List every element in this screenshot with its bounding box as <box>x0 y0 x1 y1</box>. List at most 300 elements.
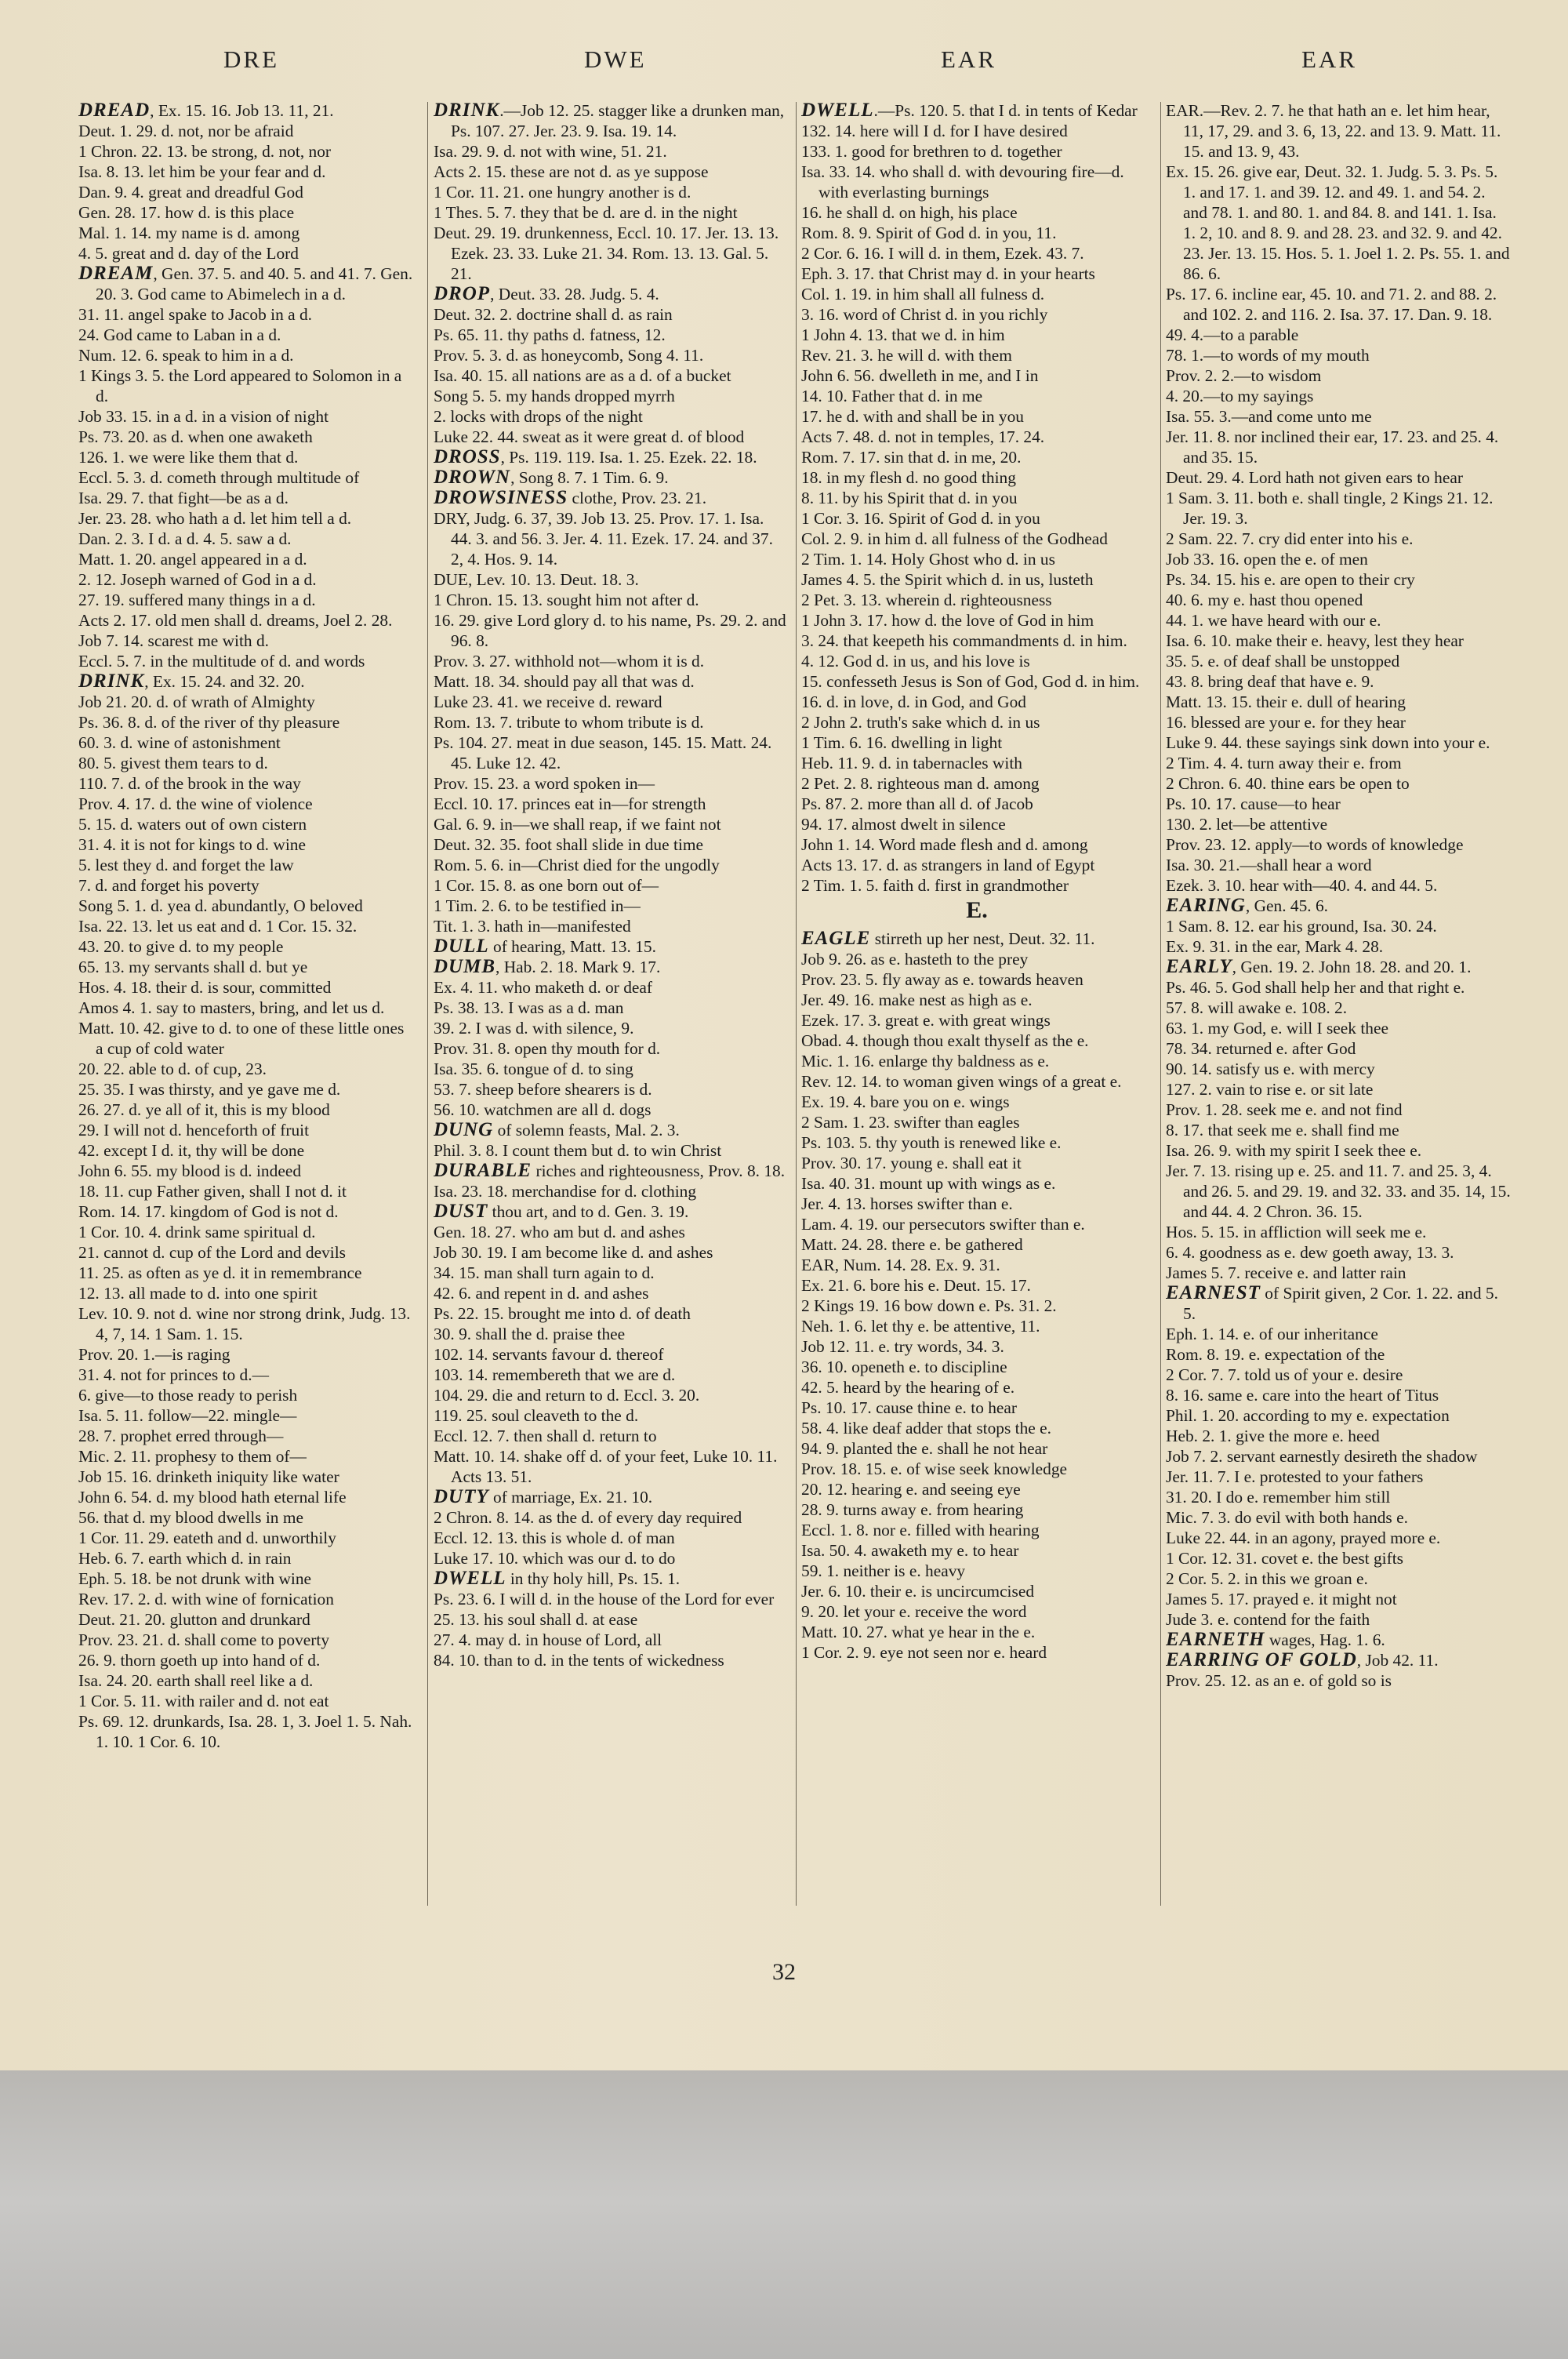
concordance-entry: John 6. 55. my blood is d. indeed <box>78 1161 302 1180</box>
concordance-entry: Ex. 9. 31. in the ear, Mark 4. 28. <box>1166 937 1384 956</box>
concordance-entry: EARNEST of Spirit given, 2 Cor. 1. 22. and 5. 5. <box>1166 1282 1498 1323</box>
concordance-entry: 29. I will not d. henceforth of fruit <box>78 1121 310 1140</box>
concordance-entry: 1 Sam. 3. 11. both e. shall tingle, 2 Kings 21. 12. Jer. 19. 3. <box>1166 489 1494 528</box>
concordance-entry: Rom. 5. 6. in—Christ died for the ungodly <box>434 856 720 874</box>
concordance-entry: 2 Cor. 5. 2. in this we groan e. <box>1166 1569 1368 1588</box>
concordance-entry: Lev. 10. 9. not d. wine nor strong drink, Judg. 13. 4, 7, 14. 1 Sam. 1. 15. <box>78 1304 411 1343</box>
concordance-entry: 21. cannot d. cup of the Lord and devils <box>78 1243 346 1262</box>
concordance-entry: Luke 23. 41. we receive d. reward <box>434 692 662 711</box>
concordance-entry: Rev. 21. 3. he will d. with them <box>801 346 1012 365</box>
concordance-entry: 2 Cor. 6. 16. I will d. in them, Ezek. 43. 7. <box>801 244 1084 263</box>
concordance-entry: 1 Chron. 15. 13. sought him not after d. <box>434 591 699 609</box>
concordance-entry: Mic. 1. 16. enlarge thy baldness as e. <box>801 1052 1050 1070</box>
concordance-entry: Heb. 2. 1. give the more e. heed <box>1166 1427 1380 1445</box>
concordance-entry: Ps. 22. 15. brought me into d. of death <box>434 1304 691 1323</box>
column-divider <box>796 102 797 1906</box>
concordance-entry: 42. 5. heard by the hearing of e. <box>801 1378 1015 1397</box>
concordance-entry: 28. 9. turns away e. from hearing <box>801 1500 1024 1519</box>
concordance-entry: 15. confesseth Jesus is Son of God, God d. in him. <box>801 672 1140 691</box>
headword: DREAD <box>78 100 151 121</box>
concordance-entry: Num. 12. 6. speak to him in a d. <box>78 346 294 365</box>
concordance-entry: Luke 9. 44. these sayings sink down into your e. <box>1166 733 1490 752</box>
concordance-entry: 8. 16. same e. care into the heart of Titus <box>1166 1386 1439 1405</box>
headword: EARLY <box>1166 956 1232 977</box>
concordance-entry: Deut. 29. 19. drunkenness, Eccl. 10. 17. Jer. 13. 13. Ezek. 23. 33. Luke 21. 34. Rom. 13. 13. Gal. 5. 21. <box>434 224 779 283</box>
concordance-entry: 2 Cor. 7. 7. told us of your e. desire <box>1166 1365 1403 1384</box>
headword: DRINK <box>434 100 500 121</box>
concordance-entry: Ezek. 3. 10. hear with—40. 4. and 44. 5. <box>1166 876 1438 895</box>
concordance-entry: James 5. 17. prayed e. it might not <box>1166 1590 1397 1608</box>
concordance-entry: 26. 9. thorn goeth up into hand of d. <box>78 1651 321 1670</box>
concordance-entry: 1 Cor. 11. 21. one hungry another is d. <box>434 183 691 202</box>
concordance-entry: Matt. 10. 14. shake off d. of your feet, Luke 10. 11. Acts 13. 51. <box>434 1447 778 1486</box>
concordance-entry: 119. 25. soul cleaveth to the d. <box>434 1406 639 1425</box>
concordance-entry: 31. 4. not for princes to d.— <box>78 1365 269 1384</box>
concordance-entry: 60. 3. d. wine of astonishment <box>78 733 281 752</box>
concordance-entry: Isa. 33. 14. who shall d. with devouring fire—d. with everlasting burnings <box>801 162 1124 202</box>
concordance-entry: DROWN, Song 8. 7. 1 Tim. 6. 9. <box>434 467 669 488</box>
concordance-entry: Ex. 21. 6. bore his e. Deut. 15. 17. <box>801 1276 1031 1295</box>
concordance-entry: 1 Chron. 22. 13. be strong, d. not, nor <box>78 142 332 161</box>
concordance-entry: Ps. 34. 15. his e. are open to their cry <box>1166 570 1415 589</box>
concordance-entry: Jer. 11. 7. I e. protested to your fathers <box>1166 1467 1424 1486</box>
concordance-entry: Isa. 40. 15. all nations are as a d. of a bucket <box>434 366 731 385</box>
concordance-entry: DWELL.—Ps. 120. 5. that I d. in tents of Kedar <box>801 100 1138 121</box>
concordance-entry: 35. 5. e. of deaf shall be unstopped <box>1166 652 1400 671</box>
concordance-entry: Gen. 18. 27. who am but d. and ashes <box>434 1223 685 1241</box>
concordance-entry: Prov. 23. 12. apply—to words of knowledge <box>1166 835 1464 854</box>
concordance-entry: Prov. 18. 15. e. of wise seek knowledge <box>801 1459 1068 1478</box>
concordance-entry: DRINK.—Job 12. 25. stagger like a drunken man, Ps. 107. 27. Jer. 23. 9. Isa. 19. 14. <box>434 100 785 140</box>
headword: EARNEST <box>1166 1282 1261 1303</box>
concordance-entry: Isa. 55. 3.—and come unto me <box>1166 407 1372 426</box>
concordance-entry: 102. 14. servants favour d. thereof <box>434 1345 664 1364</box>
concordance-entry: 27. 4. may d. in house of Lord, all <box>434 1630 662 1649</box>
concordance-entry: Isa. 6. 10. make their e. heavy, lest they hear <box>1166 631 1464 650</box>
concordance-entry: Rom. 8. 9. Spirit of God d. in you, 11. <box>801 224 1057 242</box>
concordance-entry: Isa. 40. 31. mount up with wings as e. <box>801 1174 1056 1193</box>
headword: DWELL <box>434 1568 506 1589</box>
concordance-entry: Jer. 23. 28. who hath a d. let him tell a d. <box>78 509 352 528</box>
concordance-entry: DRY, Judg. 6. 37, 39. Job 13. 25. Prov. 17. 1. Isa. 44. 3. and 56. 3. Jer. 4. 11. Ezek. 17. 24. and 37. 2, 4. Hos. 9. 14. <box>434 509 773 569</box>
concordance-entry: Ex. 4. 11. who maketh d. or deaf <box>434 978 652 997</box>
concordance-entry: 8. 11. by his Spirit that d. in you <box>801 489 1018 507</box>
concordance-entry: Ezek. 17. 3. great e. with great wings <box>801 1011 1051 1030</box>
concordance-entry: 8. 17. that seek me e. shall find me <box>1166 1121 1399 1140</box>
concordance-entry: Job 9. 26. as e. hasteth to the prey <box>801 950 1029 969</box>
concordance-entry: Job 7. 2. servant earnestly desireth the shadow <box>1166 1447 1478 1466</box>
concordance-entry: Prov. 20. 1.—is raging <box>78 1345 230 1364</box>
concordance-entry: DUMB, Hab. 2. 18. Mark 9. 17. <box>434 956 661 977</box>
concordance-entry: 5. lest they d. and forget the law <box>78 856 294 874</box>
concordance-entry: Jer. 11. 8. nor inclined their ear, 17. 23. and 25. 4. and 35. 15. <box>1166 427 1499 467</box>
concordance-entry: Eccl. 10. 17. princes eat in—for strength <box>434 794 706 813</box>
concordance-entry: Deut. 21. 20. glutton and drunkard <box>78 1610 310 1629</box>
concordance-entry: 133. 1. good for brethren to d. together <box>801 142 1062 161</box>
concordance-entry: Matt. 1. 20. angel appeared in a d. <box>78 550 307 569</box>
concordance-entry: 3. 16. word of Christ d. in you richly <box>801 305 1048 324</box>
column-1 <box>78 100 414 1928</box>
concordance-entry: 3. 24. that keepeth his commandments d. in him. <box>801 631 1127 650</box>
concordance-entry: Ps. 65. 11. thy paths d. fatness, 12. <box>434 325 666 344</box>
concordance-entry: Prov. 5. 3. d. as honeycomb, Song 4. 11. <box>434 346 704 365</box>
concordance-entry: Isa. 8. 13. let him be your fear and d. <box>78 162 326 181</box>
concordance-entry: John 6. 56. dwelleth in me, and I in <box>801 366 1039 385</box>
concordance-entry: Dan. 2. 3. I d. a d. 4. 5. saw a d. <box>78 529 292 548</box>
concordance-entry: Song 5. 1. d. yea d. abundantly, O beloved <box>78 896 363 915</box>
headword: DWELL <box>801 100 874 121</box>
concordance-entry: Job 12. 11. e. try words, 34. 3. <box>801 1337 1004 1356</box>
concordance-entry: Prov. 23. 5. fly away as e. towards heaven <box>801 970 1083 989</box>
concordance-entry: Rom. 7. 17. sin that d. in me, 20. <box>801 448 1022 467</box>
concordance-entry: DROP, Deut. 33. 28. Judg. 5. 4. <box>434 283 659 304</box>
concordance-entry: Prov. 3. 27. withhold not—whom it is d. <box>434 652 705 671</box>
headword: DROSS <box>434 446 501 467</box>
concordance-entry: Prov. 30. 17. young e. shall eat it <box>801 1154 1022 1172</box>
concordance-entry: Ex. 15. 26. give ear, Deut. 32. 1. Judg. 5. 3. Ps. 5. 1. and 17. 1. and 39. 12. and 49. 1. and 54. 2. and 78. 1. and 80. 1. and 84. 8. and 141. 1. Isa. 1. 2, 10. and 8. 9. and 28. 23. and 32. 9. and 42. 23. Jer. 13. 15. Hos. 5. 1. Joel 1. 2. Ps. 55. 1. and 86. 6. <box>1166 162 1510 283</box>
concordance-entry: Ps. 87. 2. more than all d. of Jacob <box>801 794 1033 813</box>
concordance-entry: 18. 11. cup Father given, shall I not d. it <box>78 1182 347 1201</box>
concordance-entry: Col. 2. 9. in him d. all fulness of the Godhead <box>801 529 1108 548</box>
concordance-entry: 17. he d. with and shall be in you <box>801 407 1024 426</box>
concordance-entry: Acts 2. 17. old men shall d. dreams, Joel 2. 28. <box>78 611 393 630</box>
column-4 <box>1166 100 1511 1928</box>
concordance-entry: Rom. 8. 19. e. expectation of the <box>1166 1345 1385 1364</box>
concordance-entry: Eccl. 12. 13. this is whole d. of man <box>434 1528 675 1547</box>
concordance-entry: 1 Cor. 2. 9. eye not seen nor e. heard <box>801 1643 1047 1662</box>
concordance-entry: 20. 12. hearing e. and seeing eye <box>801 1480 1021 1499</box>
concordance-entry: 2 Sam. 1. 23. swifter than eagles <box>801 1113 1020 1132</box>
concordance-entry: 28. 7. prophet erred through— <box>78 1427 284 1445</box>
concordance-entry: Phil. 1. 20. according to my e. expectation <box>1166 1406 1450 1425</box>
concordance-entry: Amos 4. 1. say to masters, bring, and let us d. <box>78 998 385 1017</box>
concordance-entry: 25. 35. I was thirsty, and ye gave me d. <box>78 1080 341 1099</box>
concordance-entry: 4. 5. great and d. day of the Lord <box>78 244 299 263</box>
concordance-entry: 2 Tim. 1. 5. faith d. first in grandmother <box>801 876 1069 895</box>
concordance-entry: Heb. 11. 9. d. in tabernacles with <box>801 754 1022 772</box>
concordance-entry: DROSS, Ps. 119. 119. Isa. 1. 25. Ezek. 22. 18. <box>434 446 757 467</box>
concordance-entry: John 1. 14. Word made flesh and d. among <box>801 835 1088 854</box>
concordance-entry: DUTY of marriage, Ex. 21. 10. <box>434 1486 653 1507</box>
concordance-entry: EARING, Gen. 45. 6. <box>1166 895 1329 916</box>
concordance-entry: Lam. 4. 19. our persecutors swifter than e. <box>801 1215 1085 1234</box>
concordance-entry: Jer. 49. 16. make nest as high as e. <box>801 990 1033 1009</box>
concordance-entry: 127. 2. vain to rise e. or sit late <box>1166 1080 1374 1099</box>
concordance-entry: Prov. 1. 28. seek me e. and not find <box>1166 1100 1403 1119</box>
concordance-entry: EARLY, Gen. 19. 2. John 18. 28. and 20. 1. <box>1166 956 1472 977</box>
concordance-entry: 1 Cor. 5. 11. with railer and d. not eat <box>78 1692 329 1710</box>
concordance-entry: Job 15. 16. drinketh iniquity like water <box>78 1467 339 1486</box>
concordance-entry: Luke 22. 44. in an agony, prayed more e. <box>1166 1528 1441 1547</box>
concordance-entry: Isa. 26. 9. with my spirit I seek thee e. <box>1166 1141 1422 1160</box>
concordance-entry: 42. 6. and repent in d. and ashes <box>434 1284 649 1303</box>
concordance-entry: 103. 14. remembereth that we are d. <box>434 1365 676 1384</box>
concordance-entry: 1 Kings 3. 5. the Lord appeared to Solomon in a d. <box>78 366 402 405</box>
concordance-entry: Ex. 19. 4. bare you on e. wings <box>801 1092 1010 1111</box>
concordance-entry: Gen. 28. 17. how d. is this place <box>78 203 295 222</box>
concordance-entry: 16. 29. give Lord glory d. to his name, Ps. 29. 2. and 96. 8. <box>434 611 786 650</box>
concordance-entry: Matt. 18. 34. should pay all that was d. <box>434 672 695 691</box>
concordance-entry: 132. 14. here will I d. for I have desired <box>801 122 1068 140</box>
concordance-entry: 20. 22. able to d. of cup, 23. <box>78 1060 267 1078</box>
concordance-entry: 49. 4.—to a parable <box>1166 325 1299 344</box>
section-letter: E. <box>966 897 988 923</box>
concordance-entry: Tit. 1. 3. hath in—manifested <box>434 917 631 936</box>
concordance-entry: 1 John 4. 13. that we d. in him <box>801 325 1005 344</box>
concordance-entry: Ps. 104. 27. meat in due season, 145. 15. Matt. 24. 45. Luke 12. 42. <box>434 733 772 772</box>
concordance-entry: Mic. 7. 3. do evil with both hands e. <box>1166 1508 1408 1527</box>
concordance-entry: Ps. 10. 17. cause thine e. to hear <box>801 1398 1018 1417</box>
concordance-entry: Ps. 10. 17. cause—to hear <box>1166 794 1341 813</box>
concordance-entry: Isa. 24. 20. earth shall reel like a d. <box>78 1671 314 1690</box>
concordance-entry: 4. 20.—to my sayings <box>1166 387 1314 405</box>
concordance-entry: Col. 1. 19. in him shall all fulness d. <box>801 285 1045 304</box>
concordance-entry: Heb. 6. 7. earth which d. in rain <box>78 1549 292 1568</box>
concordance-entry: 16. blessed are your e. for they hear <box>1166 713 1406 732</box>
concordance-entry: DUE, Lev. 10. 13. Deut. 18. 3. <box>434 570 639 589</box>
concordance-entry: Jude 3. e. contend for the faith <box>1166 1610 1370 1629</box>
concordance-entry: Deut. 29. 4. Lord hath not given ears to hear <box>1166 468 1463 487</box>
concordance-entry: 1 Tim. 2. 6. to be testified in— <box>434 896 641 915</box>
concordance-entry: Isa. 29. 9. d. not with wine, 51. 21. <box>434 142 667 161</box>
concordance-entry: 5. 15. d. waters out of own cistern <box>78 815 307 834</box>
headword: DUTY <box>434 1486 489 1507</box>
concordance-entry: 39. 2. I was d. with silence, 9. <box>434 1019 634 1038</box>
headword: DUNG <box>434 1119 494 1140</box>
concordance-entry: Jer. 6. 10. their e. is uncircumcised <box>801 1582 1035 1601</box>
concordance-entry: 6. give—to those ready to perish <box>78 1386 298 1405</box>
concordance-entry: Prov. 2. 2.—to wisdom <box>1166 366 1322 385</box>
headword: DRINK <box>78 671 145 692</box>
concordance-entry: 1 Cor. 11. 29. eateth and d. unworthily <box>78 1528 336 1547</box>
concordance-entry: 31. 20. I do e. remember him still <box>1166 1488 1391 1507</box>
running-header-1: DRE <box>223 45 279 73</box>
concordance-entry: 31. 4. it is not for kings to d. wine <box>78 835 306 854</box>
concordance-entry: Job 33. 15. in a d. in a vision of night <box>78 407 329 426</box>
concordance-entry: 6. 4. goodness as e. dew goeth away, 13. 3. <box>1166 1243 1454 1262</box>
concordance-entry: Acts 13. 17. d. as strangers in land of Egypt <box>801 856 1095 874</box>
concordance-entry: Song 5. 5. my hands dropped myrrh <box>434 387 675 405</box>
concordance-entry: 14. 10. Father that d. in me <box>801 387 983 405</box>
concordance-entry: 104. 29. die and return to d. Eccl. 3. 20. <box>434 1386 700 1405</box>
concordance-entry: Isa. 5. 11. follow—22. mingle— <box>78 1406 297 1425</box>
concordance-entry: Phil. 3. 8. I count them but d. to win Christ <box>434 1141 722 1160</box>
concordance-entry: Isa. 29. 7. that fight—be as a d. <box>78 489 289 507</box>
concordance-entry: 1 Tim. 6. 16. dwelling in light <box>801 733 1003 752</box>
concordance-entry: Eccl. 1. 8. nor e. filled with hearing <box>801 1521 1040 1539</box>
concordance-entry: Mal. 1. 14. my name is d. among <box>78 224 300 242</box>
headword: EARING <box>1166 895 1246 916</box>
concordance-entry: 1 Sam. 8. 12. ear his ground, Isa. 30. 24. <box>1166 917 1437 936</box>
concordance-entry: Matt. 13. 15. their e. dull of hearing <box>1166 692 1406 711</box>
headword: DULL <box>434 936 489 957</box>
concordance-entry: 26. 27. d. ye all of it, this is my blood <box>78 1100 330 1119</box>
concordance-entry: 2 Chron. 8. 14. as the d. of every day required <box>434 1508 742 1527</box>
concordance-entry: 2 Tim. 4. 4. turn away their e. from <box>1166 754 1402 772</box>
column-divider <box>1160 102 1161 1906</box>
concordance-entry: Isa. 30. 21.—shall hear a word <box>1166 856 1372 874</box>
concordance-entry: Eph. 1. 14. e. of our inheritance <box>1166 1325 1378 1343</box>
concordance-entry: 58. 4. like deaf adder that stops the e. <box>801 1419 1051 1438</box>
concordance-entry: 40. 6. my e. hast thou opened <box>1166 591 1363 609</box>
concordance-entry: Ps. 17. 6. incline ear, 45. 10. and 71. 2. and 88. 2. and 102. 2. and 116. 2. Isa. 37. 17. Dan. 9. 18. <box>1166 285 1497 324</box>
concordance-entry: 1 John 3. 17. how d. the love of God in him <box>801 611 1094 630</box>
concordance-entry: John 6. 54. d. my blood hath eternal life <box>78 1488 347 1507</box>
concordance-entry: 126. 1. we were like them that d. <box>78 448 299 467</box>
concordance-entry: 78. 1.—to words of my mouth <box>1166 346 1370 365</box>
concordance-entry: 36. 10. openeth e. to discipline <box>801 1358 1007 1376</box>
concordance-entry: Dan. 9. 4. great and dreadful God <box>78 183 303 202</box>
headword: DROWSINESS <box>434 487 568 508</box>
concordance-entry: 2. 12. Joseph warned of God in a d. <box>78 570 317 589</box>
concordance-entry: 18. in my flesh d. no good thing <box>801 468 1016 487</box>
concordance-entry: 2 Kings 19. 16 bow down e. Ps. 31. 2. <box>801 1296 1057 1315</box>
concordance-entry: 34. 15. man shall turn again to d. <box>434 1263 655 1282</box>
concordance-entry: Ps. 46. 5. God shall help her and that right e. <box>1166 978 1465 997</box>
concordance-entry: Deut. 32. 2. doctrine shall d. as rain <box>434 305 673 324</box>
concordance-entry: 2 John 2. truth's sake which d. in us <box>801 713 1040 732</box>
concordance-entry: 2 Tim. 1. 14. Holy Ghost who d. in us <box>801 550 1055 569</box>
page-number: 32 <box>772 1959 796 1985</box>
concordance-entry: 65. 13. my servants shall d. but ye <box>78 958 308 976</box>
concordance-entry: Luke 17. 10. which was our d. to do <box>434 1549 676 1568</box>
concordance-entry: DUNG of solemn feasts, Mal. 2. 3. <box>434 1119 680 1140</box>
headword: DROP <box>434 283 491 304</box>
concordance-entry: Matt. 24. 28. there e. be gathered <box>801 1235 1023 1254</box>
concordance-entry: 90. 14. satisfy us e. with mercy <box>1166 1060 1375 1078</box>
concordance-entry: 63. 1. my God, e. will I seek thee <box>1166 1019 1388 1038</box>
headword: EARNETH <box>1166 1629 1265 1650</box>
concordance-entry: Luke 22. 44. sweat as it were great d. of blood <box>434 427 745 446</box>
concordance-entry: James 5. 7. receive e. and latter rain <box>1166 1263 1406 1282</box>
concordance-entry: 80. 5. givest them tears to d. <box>78 754 268 772</box>
column-3 <box>801 100 1152 1928</box>
concordance-entry: 2 Pet. 3. 13. wherein d. righteousness <box>801 591 1052 609</box>
concordance-entry: Gal. 6. 9. in—we shall reap, if we faint not <box>434 815 721 834</box>
concordance-entry: 43. 20. to give d. to my people <box>78 937 284 956</box>
concordance-entry: Rev. 12. 14. to woman given wings of a great e. <box>801 1072 1122 1091</box>
concordance-entry: Rom. 14. 17. kingdom of God is not d. <box>78 1202 339 1221</box>
concordance-entry: DREAD, Ex. 15. 16. Job 13. 11, 21. <box>78 100 334 121</box>
concordance-entry: Matt. 10. 27. what ye hear in the e. <box>801 1623 1036 1641</box>
concordance-entry: Isa. 22. 13. let us eat and d. 1 Cor. 15. 32. <box>78 917 358 936</box>
concordance-entry: Isa. 50. 4. awaketh my e. to hear <box>801 1541 1019 1560</box>
concordance-entry: Job 21. 20. d. of wrath of Almighty <box>78 692 315 711</box>
concordance-entry: Prov. 31. 8. open thy mouth for d. <box>434 1039 661 1058</box>
concordance-entry: Prov. 4. 17. d. the wine of violence <box>78 794 313 813</box>
concordance-entry: EAR.—Rev. 2. 7. he that hath an e. let him hear, 11, 17, 29. and 3. 6, 13, 22. and 13. 9. Matt. 11. 15. and 13. 9, 43. <box>1166 101 1501 161</box>
concordance-entry: 12. 13. all made to d. into one spirit <box>78 1284 318 1303</box>
concordance-entry: Eccl. 5. 3. d. cometh through multitude of <box>78 468 360 487</box>
concordance-entry: Jer. 4. 13. horses swifter than e. <box>801 1194 1013 1213</box>
concordance-entry: DURABLE riches and righteousness, Prov. 8. 18. <box>434 1160 786 1181</box>
concordance-entry: DULL of hearing, Matt. 13. 15. <box>434 936 656 957</box>
concordance-entry: 30. 9. shall the d. praise thee <box>434 1325 626 1343</box>
headword: DUMB <box>434 956 496 977</box>
concordance-entry: Prov. 15. 23. a word spoken in— <box>434 774 655 793</box>
concordance-entry: Job 30. 19. I am become like d. and ashes <box>434 1243 713 1262</box>
concordance-entry: Isa. 23. 18. merchandise for d. clothing <box>434 1182 697 1201</box>
concordance-entry: Neh. 1. 6. let thy e. be attentive, 11. <box>801 1317 1040 1336</box>
scanner-background <box>0 2070 1568 2359</box>
concordance-entry: Deut. 32. 35. foot shall slide in due time <box>434 835 703 854</box>
concordance-entry: Ps. 69. 12. drunkards, Isa. 28. 1, 3. Joel 1. 5. Nah. 1. 10. 1 Cor. 6. 10. <box>78 1712 412 1751</box>
concordance-entry: DREAM, Gen. 37. 5. and 40. 5. and 41. 7. Gen. 20. 3. God came to Abimelech in a d. <box>78 263 413 304</box>
concordance-entry: 1 Cor. 10. 4. drink same spiritual d. <box>78 1223 316 1241</box>
concordance-entry: 53. 7. sheep before shearers is d. <box>434 1080 652 1099</box>
concordance-entry: 4. 12. God d. in us, and his love is <box>801 652 1030 671</box>
concordance-entry: 2 Chron. 6. 40. thine ears be open to <box>1166 774 1410 793</box>
concordance-entry: Mic. 2. 11. prophesy to them of— <box>78 1447 307 1466</box>
concordance-entry: James 4. 5. the Spirit which d. in us, lusteth <box>801 570 1094 589</box>
concordance-entry: Rom. 13. 7. tribute to whom tribute is d. <box>434 713 704 732</box>
headword: DREAM <box>78 263 154 284</box>
concordance-entry: Obad. 4. though thou exalt thyself as the e. <box>801 1031 1089 1050</box>
concordance-entry: 94. 17. almost dwelt in silence <box>801 815 1006 834</box>
concordance-entry: 1 Cor. 3. 16. Spirit of God d. in you <box>801 509 1040 528</box>
concordance-entry: 2 Pet. 2. 8. righteous man d. among <box>801 774 1040 793</box>
concordance-entry: EARRING OF GOLD, Job 42. 11. <box>1166 1649 1439 1670</box>
concordance-entry: Jer. 7. 13. rising up e. 25. and 11. 7. and 25. 3, 4. and 26. 5. and 29. 19. and 32. 33. and 35. 14, 15. and 44. 4. 2 Chron. 36. 15. <box>1166 1161 1511 1221</box>
concordance-entry: 43. 8. bring deaf that have e. 9. <box>1166 672 1374 691</box>
concordance-entry: 2 Sam. 22. 7. cry did enter into his e. <box>1166 529 1414 548</box>
concordance-entry: DWELL in thy holy hill, Ps. 15. 1. <box>434 1568 681 1589</box>
headword: EARRING OF GOLD <box>1166 1649 1357 1670</box>
concordance-entry: 44. 1. we have heard with our e. <box>1166 611 1381 630</box>
concordance-entry: Eccl. 12. 7. then shall d. return to <box>434 1427 657 1445</box>
concordance-entry: Ps. 36. 8. d. of the river of thy pleasure <box>78 713 340 732</box>
concordance-entry: 27. 19. suffered many things in a d. <box>78 591 316 609</box>
concordance-entry: 56. that d. my blood dwells in me <box>78 1508 303 1527</box>
concordance-entry: DROWSINESS clothe, Prov. 23. 21. <box>434 487 707 508</box>
concordance-entry: 94. 9. planted the e. shall he not hear <box>801 1439 1048 1458</box>
concordance-entry: Hos. 4. 18. their d. is sour, committed <box>78 978 332 997</box>
concordance-entry: Ps. 73. 20. as d. when one awaketh <box>78 427 313 446</box>
concordance-entry: Prov. 25. 12. as an e. of gold so is <box>1166 1671 1392 1690</box>
running-header-3: EAR <box>941 45 996 73</box>
concordance-entry: 1 Cor. 15. 8. as one born out of— <box>434 876 659 895</box>
concordance-entry: 16. d. in love, d. in God, and God <box>801 692 1026 711</box>
column-2 <box>434 100 786 1928</box>
concordance-entry: 56. 10. watchmen are all d. dogs <box>434 1100 652 1119</box>
concordance-entry: 110. 7. d. of the brook in the way <box>78 774 301 793</box>
concordance-entry: 78. 34. returned e. after God <box>1166 1039 1356 1058</box>
concordance-entry: 24. God came to Laban in a d. <box>78 325 281 344</box>
headword: DUST <box>434 1201 488 1222</box>
concordance-entry: 84. 10. than to d. in the tents of wickedness <box>434 1651 724 1670</box>
concordance-entry: DRINK, Ex. 15. 24. and 32. 20. <box>78 671 305 692</box>
concordance-entry: Rev. 17. 2. d. with wine of fornication <box>78 1590 334 1608</box>
concordance-entry: Job 7. 14. scarest me with d. <box>78 631 269 650</box>
concordance-entry: 11. 25. as often as ye d. it in remembrance <box>78 1263 362 1282</box>
concordance-entry: 25. 13. his soul shall d. at ease <box>434 1610 638 1629</box>
concordance-entry: Prov. 23. 21. d. shall come to poverty <box>78 1630 330 1649</box>
concordance-entry: 16. he shall d. on high, his place <box>801 203 1018 222</box>
concordance-entry: Ps. 38. 13. I was as a d. man <box>434 998 624 1017</box>
concordance-entry: Eph. 3. 17. that Christ may d. in your hearts <box>801 264 1095 283</box>
concordance-entry: Acts 2. 15. these are not d. as ye suppose <box>434 162 709 181</box>
concordance-entry: 7. d. and forget his poverty <box>78 876 260 895</box>
headword: DROWN <box>434 467 511 488</box>
concordance-entry: 1 Thes. 5. 7. they that be d. are d. in the night <box>434 203 738 222</box>
concordance-entry: 2. locks with drops of the night <box>434 407 643 426</box>
running-header-4: EAR <box>1301 45 1357 73</box>
concordance-entry: EARNETH wages, Hag. 1. 6. <box>1166 1629 1385 1650</box>
concordance-entry: DUST thou art, and to d. Gen. 3. 19. <box>434 1201 689 1222</box>
concordance-entry: 1 Cor. 12. 31. covet e. the best gifts <box>1166 1549 1403 1568</box>
concordance-entry: 9. 20. let your e. receive the word <box>801 1602 1027 1621</box>
concordance-entry: Eph. 5. 18. be not drunk with wine <box>78 1569 312 1588</box>
